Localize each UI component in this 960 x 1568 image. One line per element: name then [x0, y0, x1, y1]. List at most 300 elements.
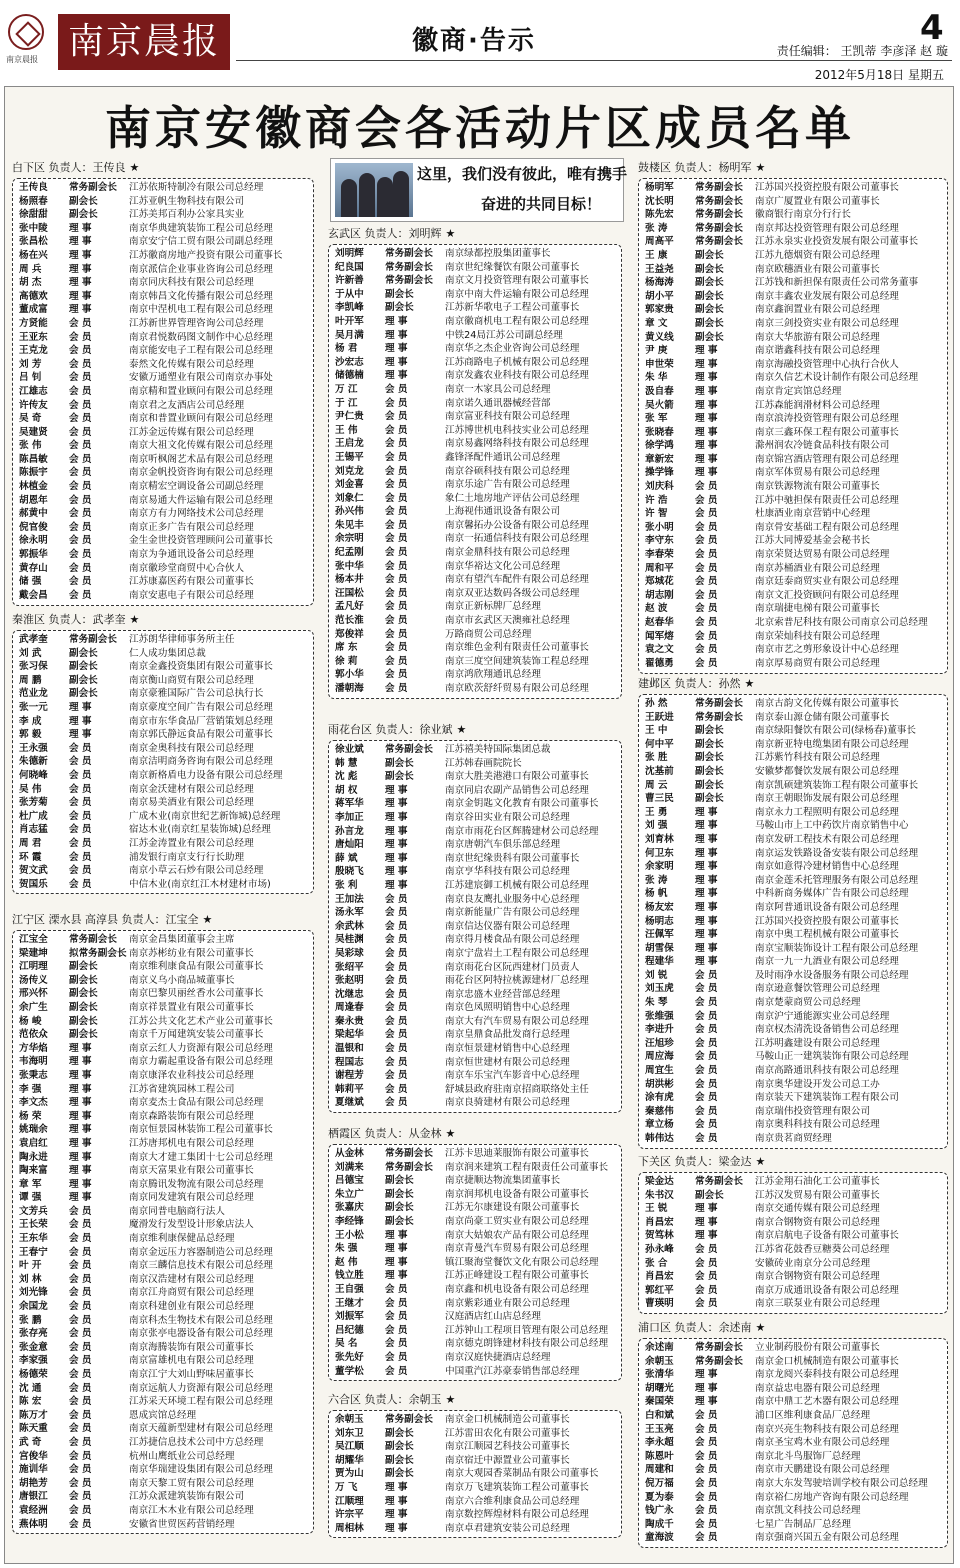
member-name: 周逢春	[335, 1002, 364, 1014]
section-title: 徽商·告示	[412, 26, 536, 56]
member-company: 南京江宁大刘山野味居董事长	[129, 1369, 254, 1380]
member-name: 于从中	[335, 288, 364, 300]
member-name: 陶成千	[645, 1518, 674, 1530]
member-company: 南京科建创业有限公司总经理	[129, 1301, 254, 1313]
member-row	[329, 329, 621, 343]
member-name: 余朝玉	[645, 1355, 674, 1367]
member-name: 许新善	[335, 275, 364, 287]
member-role: 会 员	[69, 589, 92, 601]
member-role: 会 员	[695, 1065, 718, 1077]
member-name: 章新宏	[645, 453, 674, 465]
member-company: 南京同庆科技有限公司总经理	[129, 277, 254, 289]
member-row	[639, 195, 947, 209]
member-company: 南京新亚特电缆集团有限公司总经理	[755, 738, 909, 750]
member-role: 副会长	[695, 725, 724, 737]
member-name: 燕体明	[19, 1518, 48, 1530]
member-row	[639, 589, 947, 603]
star-icon: ★	[456, 723, 467, 736]
member-company: 南京祥景置业有限公司董事长	[129, 1001, 254, 1013]
member-row	[329, 1440, 621, 1454]
member-role: 会 员	[69, 797, 92, 809]
member-role: 会 员	[69, 878, 92, 890]
member-name: 于 江	[335, 397, 358, 409]
member-row	[13, 1286, 313, 1300]
member-name: 朱德新	[19, 756, 48, 768]
member-company: 南京大姑娘农产品有限公司总经理	[445, 1229, 589, 1241]
member-name: 周高平	[645, 236, 674, 248]
member-name: 袁之文	[645, 644, 674, 656]
member-list	[12, 178, 314, 606]
member-company: 南京同普电脑商行法人	[129, 1205, 225, 1217]
member-company: 南京廷泰商贸实业有限公司总经理	[755, 576, 899, 588]
member-name: 张金意	[19, 1341, 48, 1353]
member-name: 朱见丰	[335, 519, 364, 531]
member-row	[639, 534, 947, 548]
member-company: 南京金钥匙文化教育有限公司董事长	[445, 798, 599, 810]
member-name: 闻军熔	[645, 630, 674, 642]
member-role: 会 员	[385, 628, 408, 640]
member-company: 南京海腾装饰有限公司董事长	[129, 1341, 254, 1353]
member-role: 会 员	[695, 1518, 718, 1530]
member-row	[329, 478, 621, 492]
member-role: 会 员	[695, 1092, 718, 1104]
district-header	[12, 612, 139, 628]
member-row	[13, 534, 313, 548]
member-row	[13, 1477, 313, 1491]
member-name: 朱 强	[335, 1243, 358, 1255]
member-company: 江苏新世界管理咨询公司总经理	[129, 317, 264, 329]
member-company: 南京洁明商务咨询有限公司总经理	[129, 756, 273, 768]
member-role: 副会长	[695, 752, 724, 764]
member-row	[329, 1297, 621, 1311]
member-row	[329, 451, 621, 465]
member-name: 王玉亮	[645, 1423, 674, 1435]
member-company: 南京军体贸易有限公司总经理	[755, 467, 880, 479]
member-company: 南京精和置业顾问有限公司总经理	[129, 385, 273, 397]
member-name: 潘朝海	[335, 683, 364, 694]
member-name: 吴月满	[335, 329, 364, 341]
member-row	[639, 1395, 947, 1409]
member-name: 杨海涛	[645, 277, 674, 289]
member-role: 会 员	[695, 983, 718, 995]
member-row	[329, 1337, 621, 1351]
member-company: 南京瑞伟投资管理有限公司	[755, 1105, 871, 1117]
member-name: 张秉志	[19, 1069, 48, 1081]
member-company: 泰然文化传媒有限公司总经理	[129, 358, 254, 370]
member-company: 江苏商路电子机械有限公司总经理	[445, 356, 589, 368]
member-company: 南京交通传媒有限公司总经理	[755, 1203, 880, 1215]
member-company: 南京中南大件运输有限公司总经理	[445, 288, 589, 300]
member-name: 张清华	[645, 1369, 674, 1381]
member-company: 南京恒世建材有限公司总经理	[445, 1056, 570, 1068]
district-header-text: 江宁区 溧水县 高淳县 负责人：江宝全	[12, 913, 199, 926]
member-role: 副会长	[695, 331, 724, 343]
member-company: 南京森路装饰有限公司总经理	[129, 1110, 254, 1122]
member-company: 江苏韩春画院院长	[445, 757, 522, 769]
member-name: 张嘉庆	[335, 1202, 364, 1214]
member-name: 王锡平	[335, 451, 364, 463]
member-name: 秦慈伟	[645, 1105, 674, 1117]
member-row	[329, 1508, 621, 1522]
member-row	[13, 878, 313, 892]
member-name: 董成富	[19, 304, 48, 316]
member-company: 万路商贸公司总经理	[445, 628, 532, 640]
member-name: 徐业斌	[335, 744, 364, 755]
member-company: 南京中涅机电工程有限公司总经理	[129, 304, 273, 316]
member-row	[13, 796, 313, 810]
member-name: 方贤能	[19, 317, 48, 329]
member-row	[639, 1132, 947, 1146]
member-role: 会 员	[385, 424, 408, 436]
member-company: 雨花台区阿特拉桃源建材厂总经理	[445, 975, 589, 987]
member-row	[13, 507, 313, 521]
member-role: 会 员	[69, 1355, 92, 1367]
member-name: 刘象仁	[335, 492, 364, 504]
member-company: 南京欧茨舒纤贸易有限公司总经理	[445, 683, 589, 694]
member-row	[329, 261, 621, 275]
member-name: 曹瑛明	[645, 1298, 674, 1310]
member-company: 南京维利康食品有限公司董事长	[129, 961, 264, 973]
member-role: 常务副会长	[385, 1148, 433, 1159]
member-company: 马鞍山正一建筑装饰有限公司总经理	[755, 1051, 909, 1063]
member-row	[329, 988, 621, 1002]
member-company: 南京易美酒业有限公司总经理	[129, 797, 254, 809]
member-row	[329, 1310, 621, 1324]
member-row	[13, 208, 313, 222]
member-name: 王 伟	[335, 424, 358, 436]
member-company: 江苏正峰建设工程有限公司董事长	[445, 1270, 589, 1282]
member-row	[13, 1273, 313, 1287]
member-company: 南京如意得冷建材销售中心总经理	[755, 861, 899, 873]
member-role: 理 事	[69, 236, 92, 248]
member-name: 赵 波	[645, 603, 668, 615]
member-role: 理 事	[695, 1382, 718, 1394]
member-name: 李家强	[19, 1355, 48, 1367]
member-role: 理 事	[695, 372, 718, 384]
member-row	[13, 647, 313, 661]
member-role: 理 事	[385, 1481, 408, 1493]
masthead: 南京晨报	[58, 14, 230, 70]
member-name: 刘 林	[19, 1273, 42, 1285]
member-name: 陶来富	[19, 1165, 48, 1177]
member-role: 理 事	[385, 1243, 408, 1255]
member-role: 会 员	[69, 1382, 92, 1394]
member-company: 江苏唐邦机电有限公司总经理	[129, 1137, 254, 1149]
member-name: 江明理	[19, 961, 48, 973]
member-row	[639, 1202, 947, 1216]
member-company: 南京文汇投资顾问有限公司总经理	[755, 589, 899, 601]
member-company: 徽商银行南京分行行长	[755, 209, 851, 221]
member-company: 金生金世投资管理顾问公司董事长	[129, 535, 273, 547]
member-role: 会 员	[385, 492, 408, 504]
member-company: 江苏依斯特制冷有限公司总经理	[129, 182, 264, 193]
member-role: 会 员	[69, 535, 92, 547]
member-role: 会 员	[695, 644, 718, 656]
member-role: 理 事	[695, 1230, 718, 1242]
member-name: 翟德勇	[645, 657, 674, 669]
member-row	[329, 1015, 621, 1029]
member-row	[329, 1427, 621, 1441]
member-company: 南京三度空间建筑装饰工程总经理	[445, 655, 589, 667]
member-name: 汲自春	[645, 385, 674, 397]
member-role: 常务副会长	[695, 1176, 743, 1187]
member-name: 王跃进	[645, 711, 674, 723]
member-name: 周宜生	[645, 1065, 674, 1077]
member-role: 理 事	[385, 1495, 408, 1507]
district-header	[638, 1320, 765, 1336]
member-role: 会 员	[69, 1205, 92, 1217]
member-company: 南京中奥工程机械有限公司董事长	[755, 929, 899, 941]
member-row	[639, 494, 947, 508]
member-company: 南京诺久通讯器械经营部	[445, 397, 551, 409]
member-row	[639, 1531, 947, 1545]
member-row	[329, 560, 621, 574]
member-company: 江苏金远传媒有限公司总经理	[129, 426, 254, 438]
member-row	[329, 369, 621, 383]
member-role: 会 员	[695, 1078, 718, 1090]
member-company: 南京徽商机电工程有限公司总经理	[445, 315, 589, 327]
member-row	[13, 222, 313, 236]
member-name: 申世荣	[645, 358, 674, 370]
member-company: 南京大胜美港港口有限公司董事长	[445, 771, 589, 783]
member-company: 南京鑫和机电设备有限公司总经理	[445, 1283, 589, 1295]
member-role: 理 事	[695, 399, 718, 411]
member-row	[639, 344, 947, 358]
member-role: 会 员	[69, 562, 92, 574]
district-header-text: 浦口区 负责人：余述南	[638, 1321, 752, 1334]
member-role: 副会长	[385, 1188, 414, 1200]
member-role: 会 员	[69, 413, 92, 425]
member-name: 曹三民	[645, 793, 674, 805]
member-company: 仁人成功集团总裁	[129, 647, 206, 659]
member-row	[329, 1256, 621, 1270]
member-role: 会 员	[695, 1243, 718, 1255]
issue-date: 2012年5月18日 星期五	[814, 68, 944, 82]
member-row	[13, 933, 313, 947]
member-company: 舒城县政府驻南京招商联络处主任	[445, 1083, 589, 1095]
member-row	[639, 399, 947, 413]
member-role: 会 员	[385, 1338, 408, 1350]
member-company: 南京派信企业事业咨询公司总经理	[129, 263, 273, 275]
member-company: 江苏朗华律师事务所主任	[129, 634, 235, 645]
member-role: 会 员	[385, 893, 408, 905]
member-company: 南京裕仁房地产咨询有限公司总经理	[755, 1491, 909, 1503]
page-header	[0, 0, 960, 88]
member-name: 储德楠	[335, 370, 364, 382]
member-company: 南京金帆投资咨询有限公司总经理	[129, 467, 273, 479]
member-role: 会 员	[695, 1284, 718, 1296]
member-role: 副会长	[385, 1427, 414, 1439]
member-row	[329, 1413, 621, 1427]
member-row	[13, 385, 313, 399]
member-name: 余朝玉	[335, 1414, 364, 1425]
member-role: 会 员	[695, 1133, 718, 1144]
member-name: 吴江顺	[335, 1441, 364, 1453]
member-row	[329, 1365, 621, 1379]
member-row	[639, 751, 947, 765]
member-company: 安徽砖业南京分公司总经理	[755, 1257, 871, 1269]
member-name: 张中华	[335, 560, 364, 572]
member-role: 会 员	[69, 1450, 92, 1462]
member-name: 周 鹏	[19, 674, 42, 686]
member-role: 会 员	[385, 669, 408, 681]
member-row	[13, 701, 313, 715]
member-row	[639, 453, 947, 467]
member-name: 杨明军	[645, 182, 674, 193]
member-company: 江苏众派建筑装饰有限公司	[129, 1491, 245, 1503]
member-name: 纪孟刚	[335, 547, 364, 559]
member-row	[329, 342, 621, 356]
member-company: 南京新格盾电力设备有限公司总经理	[129, 769, 283, 781]
member-role: 理 事	[695, 806, 718, 818]
member-row	[329, 838, 621, 852]
member-company: 南京谷田实业有限公司总经理	[445, 811, 570, 823]
member-role: 副会长	[385, 1215, 414, 1227]
member-role: 理 事	[69, 249, 92, 261]
member-role: 会 员	[695, 1051, 718, 1063]
member-company: 南京听枫阁艺术品有限公司总经理	[129, 453, 273, 465]
member-name: 李凯峰	[335, 302, 364, 314]
member-row	[329, 573, 621, 587]
member-row	[639, 1504, 947, 1518]
member-role: 理 事	[695, 833, 718, 845]
member-company: 南京润来建筑工程有限责任公司董事长	[445, 1161, 609, 1173]
member-row	[329, 1324, 621, 1338]
member-name: 胡 杰	[19, 277, 42, 289]
member-role: 会 员	[385, 934, 408, 946]
member-role: 理 事	[695, 847, 718, 859]
member-name: 宫俊华	[19, 1450, 48, 1462]
member-company: 南京张亭电器设备有限公司总经理	[129, 1328, 273, 1340]
member-company: 南京馨拓办公设备有限公司总经理	[445, 519, 589, 531]
member-name: 张先好	[335, 1351, 364, 1363]
member-role: 会 员	[695, 1010, 718, 1022]
member-row	[329, 1229, 621, 1243]
member-name: 孙兴伟	[335, 506, 364, 518]
member-company: 南京精宏空调设备公司副总经理	[129, 481, 264, 493]
member-role: 会 员	[695, 589, 718, 601]
member-company: 南京市玄武区天澳雍社总经理	[445, 615, 570, 627]
star-icon: ★	[755, 161, 766, 174]
member-company: 南京安惠电子有限公司总经理	[129, 589, 254, 601]
member-company: 南京鑫润置业有限公司总经理	[755, 304, 880, 316]
member-company: 南京龙阅兴泰科技有限公司总经理	[755, 1369, 899, 1381]
member-company: 南京维色金利有限责任公司董事长	[445, 642, 589, 654]
member-name: 朱立广	[335, 1188, 364, 1200]
member-row	[13, 494, 313, 508]
member-name: 杨 君	[335, 343, 358, 355]
member-name: 朱 琴	[645, 997, 668, 1009]
member-role: 会 员	[695, 1271, 718, 1283]
member-name: 汪旭珍	[645, 1037, 674, 1049]
member-role: 会 员	[69, 549, 92, 561]
member-name: 汤永军	[335, 907, 364, 919]
member-company: 南京韩昌文化传播有限公司总经理	[129, 290, 273, 302]
member-role: 理 事	[69, 1110, 92, 1122]
member-row	[639, 1078, 947, 1092]
member-row	[13, 851, 313, 865]
member-role: 会 员	[695, 617, 718, 628]
member-role: 会 员	[69, 851, 92, 863]
member-name: 沈 通	[19, 1382, 42, 1394]
member-company: 南京逊意餐饮管理公司总经理	[755, 983, 880, 995]
member-company: 南京权杰清洗设备销售公司总经理	[755, 1024, 899, 1036]
member-role: 副会长	[69, 688, 98, 700]
member-company: 南京强商兴国五金有限公司总经理	[755, 1532, 899, 1544]
member-name: 刘 锐	[645, 969, 668, 981]
member-role: 理 事	[385, 852, 408, 864]
member-row	[639, 833, 947, 847]
district-header	[638, 676, 754, 692]
member-company: 浦发银行南京支行行长助理	[129, 851, 245, 863]
member-row	[13, 1191, 313, 1205]
member-role: 会 员	[695, 521, 718, 533]
member-role: 理 事	[69, 1151, 92, 1163]
member-company: 南京荣灿科技有限公司总经理	[755, 630, 880, 642]
member-company: 南京小草云石炒有限公司总经理	[129, 865, 264, 877]
member-company: 江苏省花鼓香豆糖葵公司总经理	[755, 1243, 890, 1255]
member-role: 理 事	[385, 866, 408, 878]
member-name: 环 霞	[19, 851, 42, 863]
member-row	[639, 1341, 947, 1355]
member-row	[13, 960, 313, 974]
member-name: 梁金达	[645, 1176, 674, 1187]
member-row	[639, 263, 947, 277]
member-name: 张习保	[19, 661, 48, 673]
member-name: 吴 名	[335, 1338, 358, 1350]
member-company: 滁州润农冷链食品科技有限公司	[755, 440, 890, 452]
member-row	[639, 643, 947, 657]
page-title: 南京安徽商会各活动片区成员名单	[105, 101, 855, 155]
member-name: 胡艳芳	[19, 1477, 48, 1489]
member-company: 南京万飞建筑装饰工程公司董事长	[445, 1481, 589, 1493]
member-name: 程建华	[645, 956, 674, 968]
member-role: 副会长	[695, 304, 724, 316]
member-role: 会 员	[69, 426, 92, 438]
member-row	[13, 371, 313, 385]
member-row	[13, 823, 313, 837]
member-role: 会 员	[385, 411, 408, 423]
member-role: 常务副会长	[695, 209, 743, 221]
member-company: 南京双亚达数码各级公司总经理	[445, 587, 580, 599]
member-row	[13, 290, 313, 304]
member-role: 会 员	[385, 1002, 408, 1014]
editors-line: 责任编辑： 王凯蒂 李彦泽 赵 璇	[776, 44, 948, 58]
member-role: 理 事	[69, 715, 92, 727]
member-name: 张赵明	[335, 975, 364, 987]
member-company: 南京发研工程技术有限公司总经理	[755, 833, 899, 845]
member-role: 理 事	[695, 874, 718, 886]
member-role: 理 事	[69, 290, 92, 302]
member-company: 南京义乌小商品城董事长	[129, 974, 235, 986]
member-name: 沈 彪	[335, 771, 358, 783]
member-name: 郭红平	[645, 1284, 674, 1296]
member-role: 会 员	[69, 1518, 92, 1530]
member-role: 会 员	[385, 975, 408, 987]
member-row	[13, 660, 313, 674]
member-company: 南京为争通讯设备公司总经理	[129, 549, 254, 561]
member-name: 孙永峰	[645, 1243, 674, 1255]
member-company: 南京君悦数码图文制作中心总经理	[129, 331, 273, 343]
member-name: 刘 芳	[19, 358, 42, 370]
member-row	[329, 614, 621, 628]
member-row	[329, 1201, 621, 1215]
member-name: 何卫东	[645, 847, 674, 859]
member-name: 韩 慧	[335, 757, 358, 769]
member-company: 南京广厦置业有限公司董事长	[755, 195, 880, 207]
member-row	[329, 1083, 621, 1097]
member-company: 江苏省建筑园林工程公司	[129, 1083, 235, 1095]
